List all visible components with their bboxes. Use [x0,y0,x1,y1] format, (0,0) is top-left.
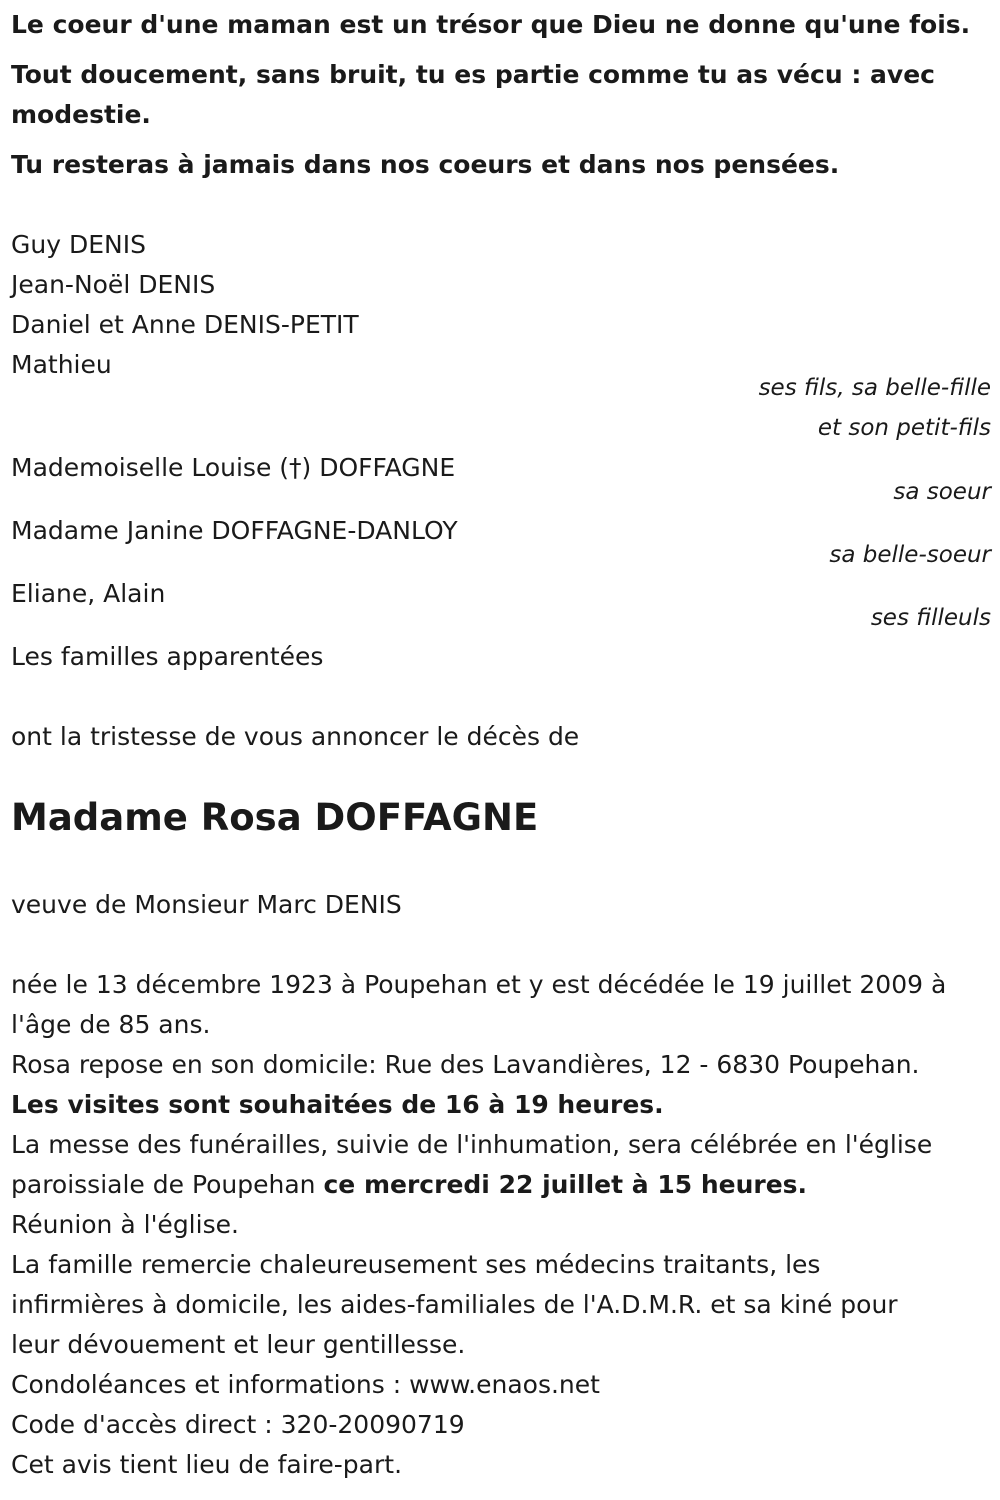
poem-line-4: Tu resteras à jamais dans nos coeurs et dans nos pensées. [11,150,840,179]
family-relatives: Les familles apparentées [11,642,324,671]
birth-death-line-1: née le 13 décembre 1923 à Poupehan et y est décédée le 19 juillet 2009 à [11,970,947,999]
birth-death-line-2: l'âge de 85 ans. [11,1010,211,1039]
family-sister-in-law: Madame Janine DOFFAGNE-DANLOY [11,516,458,545]
mass-line-2 [11,1165,807,1205]
notice-text: Cet avis tient lieu de faire-part. [11,1450,403,1479]
announcement-text: ont la tristesse de vous annoncer le décès de [11,722,580,751]
rest-location: Rosa repose en son domicile: Rue des Lavandières, 12 - 6830 Poupehan. [11,1050,920,1079]
condolences-info: Condoléances et informations : www.enaos.net [11,1370,600,1399]
poem-line-1: Le coeur d'une maman est un trésor que Dieu ne donne qu'une fois. [11,10,971,39]
family-sister: Mademoiselle Louise (†) DOFFAGNE [11,453,456,482]
thanks-line-3: leur dévouement et leur gentillesse. [11,1330,466,1359]
sons-role-line-2: et son petit-fils [817,415,991,441]
access-code: Code d'accès direct : 320-20090719 [11,1410,465,1439]
mass-date: ce mercredi 22 juillet à 15 heures. [323,1170,808,1199]
sons-role-line-1: ses fils, sa belle-fille [758,375,991,401]
thanks-line-2: infirmières à domicile, les aides-familiales de l'A.D.M.R. et sa kiné pour [11,1290,898,1319]
mass-location: paroissiale de Poupehan [11,1170,324,1199]
poem-line-3: modestie. [11,100,151,129]
sister-role: sa soeur [893,479,991,505]
meeting-point: Réunion à l'église. [11,1210,239,1239]
family-son-2: Jean-Noël DENIS [11,270,216,299]
poem-line-2: Tout doucement, sans bruit, tu es partie comme tu as vécu : avec [11,60,935,89]
mass-line-1: La messe des funérailles, suivie de l'inhumation, sera célébrée en l'église [11,1130,933,1159]
deceased-name: Madame Rosa DOFFAGNE [11,796,539,839]
family-son-3: Daniel et Anne DENIS-PETIT [11,310,359,339]
family-grandson: Mathieu [11,350,112,379]
sister-in-law-role: sa belle-soeur [829,542,991,568]
family-son-1: Guy DENIS [11,230,146,259]
family-godchildren: Eliane, Alain [11,579,166,608]
visits-hours: Les visites sont souhaitées de 16 à 19 heures. [11,1090,664,1119]
thanks-line-1: La famille remercie chaleureusement ses médecins traitants, les [11,1250,821,1279]
widow-of: veuve de Monsieur Marc DENIS [11,890,402,919]
godchildren-role: ses filleuls [870,605,991,631]
